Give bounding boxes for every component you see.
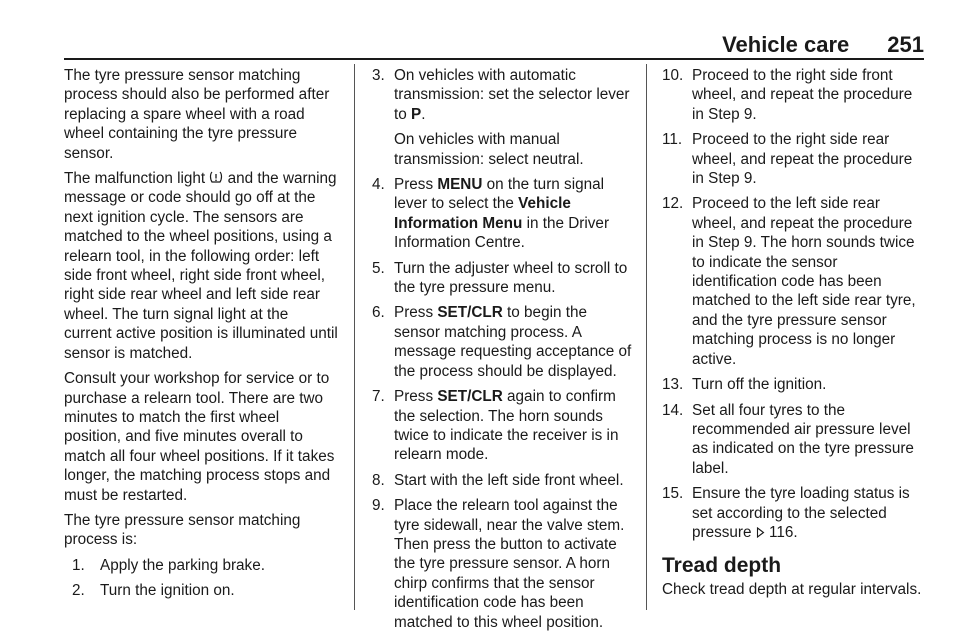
- column-divider: [646, 64, 647, 610]
- list-item: 7. Press SET/CLR again to confirm the selection. The horn sounds twice to indicate the receiver is in relearn mode.: [372, 388, 619, 464]
- list-item: 8. Start with the left side front wheel.: [372, 471, 624, 489]
- paragraph: The tyre pressure sensor matching process should also be performed after replacing a spare wheel with a road wheel containing the tyre pressure sensor.: [64, 67, 330, 162]
- paragraph: Check tread depth at regular intervals.: [662, 580, 922, 598]
- list-item: 14. Set all four tyres to the recommended air pressure level as indicated on the tyre pressure label.: [662, 401, 914, 477]
- page-title: Vehicle care: [722, 32, 850, 57]
- left-column: [64, 66, 340, 607]
- paragraph: Consult your workshop for service or to purchase a relearn tool. There are two minutes to match the first wheel position, and five minutes overall to match all four wheel positions. If it takes longer, the matching process stops and must be restarted.: [64, 370, 335, 504]
- list-item: 13. Turn off the ignition.: [662, 376, 827, 394]
- list-item: 1. Apply the parking brake.: [72, 556, 265, 574]
- list-item: 9. Place the relearn tool against the tyre sidewall, near the valve stem. Then press the button to activate the tyre pressure sensor. A horn chirp confirms that the sensor identification code has been matched to this wheel position.: [372, 497, 625, 631]
- header-rule: [64, 58, 924, 60]
- list-item: 2. Turn the ignition on.: [72, 582, 235, 600]
- list-item: 12. Proceed to the left side rear wheel, and repeat the procedure in Step 9. The horn sounds twice to indicate the sensor identification code has been matched to the left side rear tyre, and the tyre pressure sensor matching process is no longer active.: [662, 195, 916, 368]
- page-number: 251: [887, 32, 924, 57]
- right-column: [662, 66, 924, 605]
- list-item: 4. Press MENU on the turn signal lever to select the Vehicle Information Menu in the Driver Information Centre.: [372, 176, 610, 252]
- page-header: [0, 18, 924, 58]
- tyre-pressure-warning-icon: [209, 169, 223, 188]
- column-divider: [354, 64, 355, 610]
- list-item: 5. Turn the adjuster wheel to scroll to the tyre pressure menu.: [372, 259, 628, 297]
- paragraph: The tyre pressure sensor matching process is:: [64, 511, 301, 549]
- list-item: 10. Proceed to the right side front wheel, and repeat the procedure in Step 9.: [662, 67, 913, 123]
- list-item: 15. Ensure the tyre loading status is set according to the selected pressure 116.: [662, 485, 910, 541]
- list-item: 6. Press SET/CLR to begin the sensor matching process. A message requesting acceptance of the process should be displayed.: [372, 304, 632, 380]
- list-item: 3. On vehicles with automatic transmission: set the selector lever to P. On vehicles with manual transmission: select neutral.: [372, 67, 630, 168]
- paragraph: The malfunction light and the warning message or code should go off at the next ignition cycle. The sensors are matched to the wheel positions, using a relearn tool, in the following order: left side front wheel, right side front wheel, right side rear wheel and left side rear wheel. The turn signal light at the current active position is illuminated until sensor is matched.: [64, 170, 338, 362]
- list-item: 11. Proceed to the right side rear wheel, and repeat the procedure in Step 9.: [662, 131, 913, 188]
- section-title: Tread depth: [662, 554, 782, 578]
- middle-column: [372, 66, 634, 638]
- page-reference-icon: [756, 523, 765, 542]
